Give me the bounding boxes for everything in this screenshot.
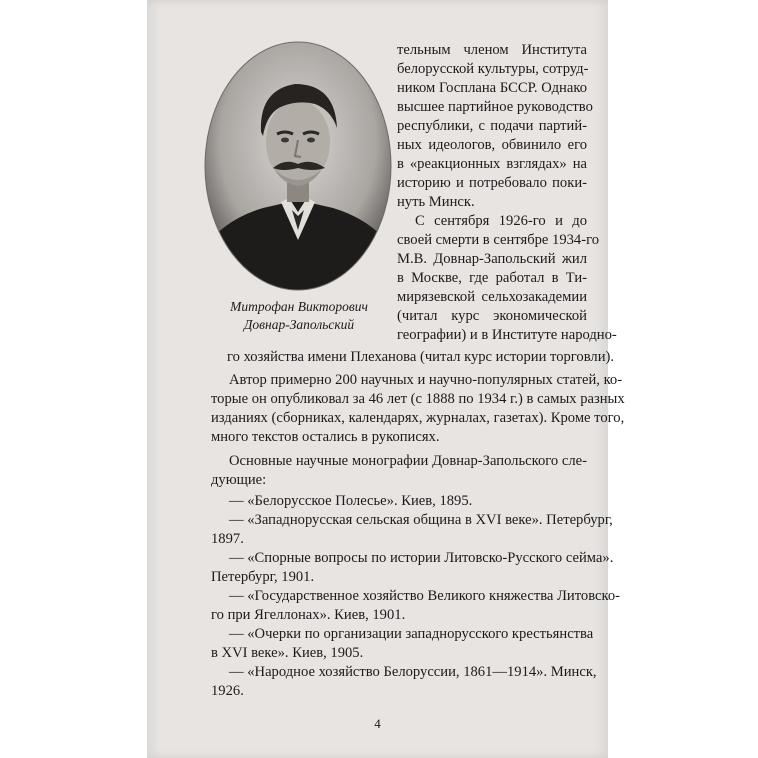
text-line: — «Западнорусская сельская община в XVI веке». Петербург, [229,512,613,528]
text-line: тельным членом Института [397,42,587,58]
text-line: высшее партийное руководство [397,99,593,115]
text-line: — «Белорусское Полесье». Киев, 1895. [229,493,473,509]
text-line: го при Ягеллонах». Киев, 1901. [211,607,406,623]
text-line: нуть Минск. [397,194,475,210]
book-page [147,0,625,758]
text-line: историю и потребовало поки- [397,175,587,191]
text-line: в «реакционных взглядах» на [397,156,587,172]
text-line: 1926. [211,683,244,699]
caption-line-1: Митрофан Викторович [230,299,368,314]
text-line: в Москве, где работал в Ти- [397,270,587,286]
text-line: — «Спорные вопросы по истории Литовско-Русского сейма». [229,550,614,566]
text-line: го хозяйства имени Плеханова (читал курс истории торговли). [227,349,615,365]
text-line: изданиях (сборниках, календарях, журналах, газетах). Кроме того, [211,410,625,426]
text-line: — «Народное хозяйство Белоруссии, 1861—1914». Минск, [229,664,597,680]
text-line: 1897. [211,531,244,547]
portrait-caption [211,298,387,334]
portrait-photo [203,40,393,292]
text-line: торые он опубликовал за 46 лет (с 1888 по 1934 г.) в самых разных [211,391,625,407]
text-line: мирязевской сельхозакадемии [397,289,587,305]
text-line: дующие: [211,472,267,488]
text-line: М.В. Довнар-Запольский жил [397,251,587,267]
text-line: своей смерти в сентябре 1934-го [397,232,600,248]
text-line: — «Очерки по организации западнорусского крестьянства [229,626,594,642]
text-line: белорусской культуры, сотруд- [397,61,589,77]
text-line: республики, с подачи партий- [397,118,587,134]
text-line: С сентября 1926-го и до [415,213,587,229]
text-line: ных идеологов, обвинило его [397,137,587,153]
page-number: 4 [374,716,381,731]
text-line: Основные научные монографии Довнар-Запольского сле- [229,453,587,469]
text-line: много текстов остались в рукописях. [211,429,440,445]
text-line: географии) и в Институте народно- [397,327,617,343]
text-line: в XVI веке». Киев, 1905. [211,645,364,661]
text-line: (читал курс экономической [397,308,587,324]
text-line: Автор примерно 200 научных и научно-популярных статей, ко- [229,372,623,388]
text-line: ником Госплана БССР. Однако [397,80,587,96]
text-line: — «Государственное хозяйство Великого княжества Литовско- [229,588,621,604]
caption-line-2: Довнар-Запольский [243,317,355,332]
text-line: Петербург, 1901. [211,569,315,585]
